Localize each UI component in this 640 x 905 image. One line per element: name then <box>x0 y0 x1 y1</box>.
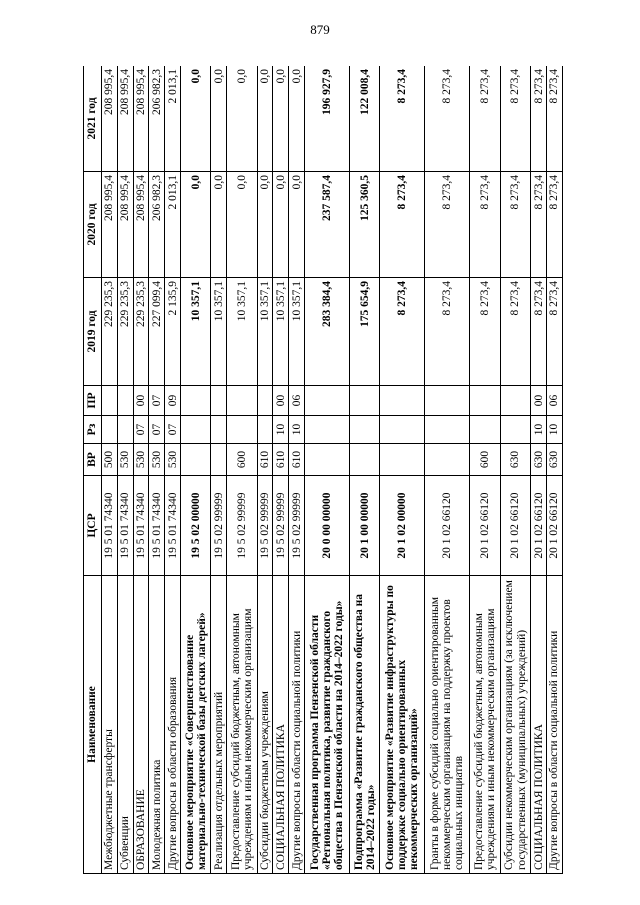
cell-vr: 500 <box>102 444 118 476</box>
table-row <box>304 66 349 874</box>
cell-pr <box>425 386 470 416</box>
cell-2019: 8 273,4 <box>380 278 425 386</box>
cell-csr: 19 5 02 99999 <box>289 476 305 576</box>
header-csr: ЦСР <box>84 476 102 576</box>
cell-vr <box>180 444 210 476</box>
cell-name: Гранты в форме субсидий социально ориентированным некоммерческим организациям на поддержку проектов социальных инициатив <box>425 576 470 874</box>
cell-2019: 283 384,4 <box>304 278 349 386</box>
cell-rz <box>380 416 425 444</box>
cell-2019: 10 357,1 <box>273 278 289 386</box>
cell-rz: 07 <box>133 416 149 444</box>
cell-pr <box>380 386 425 416</box>
cell-rz: 10 <box>531 416 547 444</box>
cell-vr <box>349 444 379 476</box>
cell-2020: 8 273,4 <box>380 172 425 278</box>
page-number: 879 <box>310 22 330 37</box>
cell-pr <box>349 386 379 416</box>
cell-rz: 10 <box>273 416 289 444</box>
cell-2020: 237 587,4 <box>304 172 349 278</box>
cell-csr: 19 5 02 99999 <box>257 476 273 576</box>
cell-2020: 0,0 <box>211 172 227 278</box>
cell-pr: 06 <box>289 386 305 416</box>
cell-2020: 208 995,4 <box>102 172 118 278</box>
cell-2019: 8 273,4 <box>425 278 470 386</box>
cell-rz <box>180 416 210 444</box>
header-name: Наименование <box>84 576 102 874</box>
table-row <box>117 66 133 874</box>
header-2019: 2019 год <box>84 278 102 386</box>
cell-2021: 122 008,4 <box>349 66 379 172</box>
cell-2021: 8 273,4 <box>425 66 470 172</box>
cell-2021: 196 927,9 <box>304 66 349 172</box>
cell-name: Другие вопросы в области социальной политики <box>289 576 305 874</box>
cell-csr: 20 1 02 66120 <box>547 476 563 576</box>
cell-csr: 19 5 02 99999 <box>227 476 257 576</box>
cell-2021: 2 013,1 <box>165 66 181 172</box>
cell-2019: 175 654,9 <box>349 278 379 386</box>
cell-2019: 229 235,3 <box>117 278 133 386</box>
cell-2020: 8 273,4 <box>547 172 563 278</box>
cell-pr <box>117 386 133 416</box>
cell-name: Субвенции <box>117 576 133 874</box>
cell-name: Государственная программа Пензенской области «Региональная политика, развитие гражданского общества в Пензенской области на 2014–2022 годы» <box>304 576 349 874</box>
table-row <box>257 66 273 874</box>
header-pr: ПР <box>84 386 102 416</box>
table-row <box>425 66 470 874</box>
cell-pr <box>211 386 227 416</box>
cell-name: Предоставление субсидий бюджетным, автономным учреждениям и иным некоммерческим организациям <box>227 576 257 874</box>
table-row <box>273 66 289 874</box>
cell-2021: 8 273,4 <box>500 66 530 172</box>
cell-rz: 07 <box>165 416 181 444</box>
cell-2021: 8 273,4 <box>470 66 500 172</box>
cell-2020: 0,0 <box>257 172 273 278</box>
table-row <box>289 66 305 874</box>
cell-2019: 10 357,1 <box>289 278 305 386</box>
cell-rz: 10 <box>289 416 305 444</box>
cell-name: Реализация отдельных мероприятий <box>211 576 227 874</box>
cell-2020: 0,0 <box>273 172 289 278</box>
cell-pr <box>180 386 210 416</box>
cell-vr <box>304 444 349 476</box>
cell-vr <box>380 444 425 476</box>
cell-2021: 0,0 <box>211 66 227 172</box>
cell-2020: 208 995,4 <box>133 172 149 278</box>
table-row <box>227 66 257 874</box>
cell-vr: 630 <box>500 444 530 476</box>
header-row <box>84 66 102 874</box>
cell-rz <box>500 416 530 444</box>
cell-vr: 530 <box>133 444 149 476</box>
cell-csr: 20 1 02 66120 <box>500 476 530 576</box>
cell-rz <box>211 416 227 444</box>
cell-pr <box>500 386 530 416</box>
cell-2020: 8 273,4 <box>425 172 470 278</box>
cell-pr <box>470 386 500 416</box>
table-row <box>380 66 425 874</box>
table-row <box>531 66 547 874</box>
cell-2021: 208 995,4 <box>133 66 149 172</box>
cell-vr: 530 <box>149 444 165 476</box>
cell-2019: 10 357,1 <box>180 278 210 386</box>
cell-2020: 2 013,1 <box>165 172 181 278</box>
cell-2020: 8 273,4 <box>500 172 530 278</box>
cell-name: Основное мероприятие «Развитие инфраструктуры по поддержке социально ориентированных некоммерческих организаций» <box>380 576 425 874</box>
cell-2021: 8 273,4 <box>531 66 547 172</box>
cell-pr: 00 <box>133 386 149 416</box>
cell-2021: 0,0 <box>273 66 289 172</box>
cell-rz <box>117 416 133 444</box>
cell-2021: 8 273,4 <box>547 66 563 172</box>
cell-name: Субсидии бюджетным учреждениям <box>257 576 273 874</box>
cell-name: Предоставление субсидий бюджетным, автономным учреждениям и иным некоммерческим организациям <box>470 576 500 874</box>
cell-2019: 229 235,3 <box>102 278 118 386</box>
header-rz: Рз <box>84 416 102 444</box>
cell-pr <box>102 386 118 416</box>
cell-2020: 0,0 <box>180 172 210 278</box>
cell-2020: 125 360,5 <box>349 172 379 278</box>
cell-pr <box>304 386 349 416</box>
cell-2020: 8 273,4 <box>531 172 547 278</box>
cell-2021: 0,0 <box>180 66 210 172</box>
cell-vr: 610 <box>273 444 289 476</box>
cell-2019: 2 135,9 <box>165 278 181 386</box>
cell-name: Субсидии некоммерческим организациям (за исключением государственных (муниципальных) учреждений) <box>500 576 530 874</box>
header-2020: 2020 год <box>84 172 102 278</box>
cell-2021: 208 995,4 <box>117 66 133 172</box>
cell-rz <box>304 416 349 444</box>
budget-table-container <box>83 66 563 874</box>
cell-2019: 227 099,4 <box>149 278 165 386</box>
cell-csr: 19 5 01 74340 <box>133 476 149 576</box>
cell-csr: 19 5 02 99999 <box>273 476 289 576</box>
cell-2019: 8 273,4 <box>531 278 547 386</box>
table-row <box>149 66 165 874</box>
cell-2019: 229 235,3 <box>133 278 149 386</box>
cell-2021: 206 982,3 <box>149 66 165 172</box>
cell-2021: 208 995,4 <box>102 66 118 172</box>
cell-name: Межбюджетные трансферты <box>102 576 118 874</box>
cell-csr: 19 5 01 74340 <box>117 476 133 576</box>
cell-pr <box>257 386 273 416</box>
cell-pr: 07 <box>149 386 165 416</box>
cell-rz: 07 <box>149 416 165 444</box>
rotated-table-frame <box>83 66 563 874</box>
cell-2019: 10 357,1 <box>227 278 257 386</box>
cell-csr: 19 5 02 99999 <box>211 476 227 576</box>
cell-2019: 8 273,4 <box>500 278 530 386</box>
table-row <box>349 66 379 874</box>
cell-rz <box>425 416 470 444</box>
cell-rz <box>470 416 500 444</box>
table-row <box>165 66 181 874</box>
cell-csr: 20 1 02 66120 <box>470 476 500 576</box>
cell-2019: 10 357,1 <box>257 278 273 386</box>
cell-name: Подпрограмма «Развитие гражданского общества на 2014–2022 годы» <box>349 576 379 874</box>
cell-name: СОЦИАЛЬНАЯ ПОЛИТИКА <box>273 576 289 874</box>
cell-2020: 206 982,3 <box>149 172 165 278</box>
cell-csr: 19 5 01 74340 <box>149 476 165 576</box>
cell-pr: 00 <box>273 386 289 416</box>
budget-table <box>83 66 563 874</box>
cell-2020: 0,0 <box>289 172 305 278</box>
cell-2021: 8 273,4 <box>380 66 425 172</box>
cell-vr <box>425 444 470 476</box>
table-row <box>500 66 530 874</box>
cell-name: Основное мероприятие «Совершенствование материально-технической базы детских лагерей» <box>180 576 210 874</box>
header-vr: ВР <box>84 444 102 476</box>
cell-rz: 10 <box>547 416 563 444</box>
table-row <box>470 66 500 874</box>
cell-csr: 20 1 02 00000 <box>380 476 425 576</box>
cell-2019: 8 273,4 <box>470 278 500 386</box>
cell-2021: 0,0 <box>289 66 305 172</box>
table-row <box>211 66 227 874</box>
table-row <box>180 66 210 874</box>
cell-vr: 610 <box>289 444 305 476</box>
cell-2020: 208 995,4 <box>117 172 133 278</box>
table-row <box>547 66 563 874</box>
cell-csr: 19 5 02 00000 <box>180 476 210 576</box>
cell-name: Другие вопросы в области образования <box>165 576 181 874</box>
cell-vr: 610 <box>257 444 273 476</box>
cell-name: Молодежная политика <box>149 576 165 874</box>
cell-vr: 530 <box>117 444 133 476</box>
cell-rz <box>227 416 257 444</box>
cell-pr: 00 <box>531 386 547 416</box>
cell-csr: 20 0 00 00000 <box>304 476 349 576</box>
cell-rz <box>257 416 273 444</box>
cell-rz <box>102 416 118 444</box>
header-2021: 2021 год <box>84 66 102 172</box>
table-row <box>133 66 149 874</box>
cell-name: Другие вопросы в области социальной политики <box>547 576 563 874</box>
table-row <box>102 66 118 874</box>
cell-vr: 630 <box>531 444 547 476</box>
cell-csr: 20 1 02 66120 <box>531 476 547 576</box>
cell-vr <box>211 444 227 476</box>
cell-pr: 09 <box>165 386 181 416</box>
cell-2021: 0,0 <box>257 66 273 172</box>
cell-2019: 10 357,1 <box>211 278 227 386</box>
cell-vr: 600 <box>227 444 257 476</box>
cell-name: ОБРАЗОВАНИЕ <box>133 576 149 874</box>
cell-rz <box>349 416 379 444</box>
table-body <box>102 66 563 874</box>
cell-vr: 600 <box>470 444 500 476</box>
cell-name: СОЦИАЛЬНАЯ ПОЛИТИКА <box>531 576 547 874</box>
cell-pr <box>227 386 257 416</box>
cell-pr: 06 <box>547 386 563 416</box>
cell-vr: 530 <box>165 444 181 476</box>
cell-2020: 0,0 <box>227 172 257 278</box>
cell-csr: 20 1 02 66120 <box>425 476 470 576</box>
cell-2021: 0,0 <box>227 66 257 172</box>
cell-2020: 8 273,4 <box>470 172 500 278</box>
cell-2019: 8 273,4 <box>547 278 563 386</box>
cell-csr: 19 5 01 74340 <box>102 476 118 576</box>
cell-csr: 19 5 01 74340 <box>165 476 181 576</box>
cell-vr: 630 <box>547 444 563 476</box>
cell-csr: 20 1 00 00000 <box>349 476 379 576</box>
